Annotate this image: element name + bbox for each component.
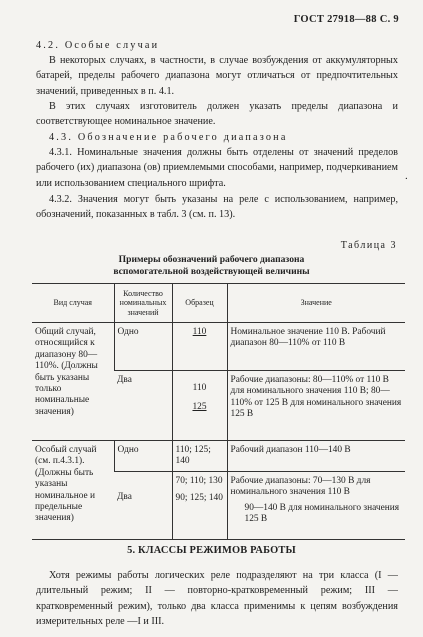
page-header: ГОСТ 27918—88 С. 9	[293, 14, 399, 25]
section-4-3-title-text: 4.3. Обозначение рабочего диапазона	[49, 132, 288, 143]
cell-value: Рабочий диапазон 110—140 В	[227, 441, 405, 472]
table-caption-line-1: Примеры обозначений рабочего диапазона	[118, 254, 305, 265]
cell-count: Два	[114, 371, 172, 441]
header-count: Количество номинальных значений	[114, 284, 172, 323]
table-caption-line-2: вспомогательной воздействующей величины	[113, 266, 310, 277]
section-5-paragraph: Хотя режимы работы логических реле подразделяют на три класса (I — длительный режим; II — повторно-кратковременный режим; III — кратковременный режим), только два класса применимы к цепям возбуждения измерительных реле —I и III.	[36, 570, 398, 628]
header-case: Вид случая	[32, 284, 114, 323]
cell-sample: 110; 125; 140	[172, 441, 227, 472]
cell-count: Два	[114, 471, 172, 539]
cell-value: Номинальное значение 110 В. Рабочий диапазон 80—110% от 110 В	[227, 323, 405, 371]
section-4-2-paragraph-2: В этих случаях изготовитель должен указать пределы диапазона и соответствующее номинальное значение.	[36, 101, 398, 128]
section-4-3-1-paragraph: 4.3.1. Номинальные значения должны быть отделены от значений пределов рабочего (их) диапазона (ов) приемлемыми способами, например, подчеркиванием или использованием специального шрифта.	[36, 147, 398, 189]
cell-case: Особый случай (см. п.4.3.1). (Должны быть указаны номинальное и предельные значения)	[32, 441, 114, 540]
cell-case: Общий случай, относящийся к диапазону 80—110%. (Должны быть указаны только номинальные значения)	[32, 323, 114, 441]
cell-sample	[172, 471, 227, 539]
table-row	[32, 323, 405, 371]
header-value: Значение	[227, 284, 405, 323]
header-sample: Образец	[172, 284, 227, 323]
table-row	[32, 441, 405, 472]
cell-value: Рабочие диапазоны: 80—110% от 110 В для номинального значения 110 В; 80—110% от 125 В для номинального значения 125 В	[227, 371, 405, 441]
section-4-3-2-paragraph: 4.3.2. Значения могут быть указаны на реле с использованием, например, обозначений, показанных в табл. 3 (см. п. 13).	[36, 194, 398, 221]
sample-value: 70; 110; 130	[175, 475, 223, 486]
sample-value-2: 90; 125; 140	[175, 493, 223, 504]
designation-table	[32, 283, 405, 540]
sample-value-2: 125	[192, 402, 207, 412]
sample-value: 110	[192, 383, 207, 393]
cell-value	[227, 471, 405, 539]
value-line-2: 90—140 В для номинального значения 125 В	[244, 502, 400, 525]
cell-sample	[172, 323, 227, 371]
section-5-title: 5. КЛАССЫ РЕЖИМОВ РАБОТЫ	[127, 545, 296, 556]
sample-value: 110	[192, 327, 207, 337]
value-line-1: Рабочие диапазоны: 70—130 В для номинального значения 110 В	[230, 475, 371, 498]
cell-count: Одно	[114, 441, 172, 472]
section-4-3-title	[36, 130, 398, 145]
cell-sample	[172, 371, 227, 441]
section-4-2-paragraph-1: В некоторых случаях, в частности, в случае возбуждения от аккумуляторных батарей, пределы рабочего диапазона могут отличаться от предпочтительных значений, приведенных в п. 4.1.	[36, 55, 398, 97]
section-4-2-title: 4.2. Особые случаи	[36, 40, 160, 51]
table-header-row	[32, 284, 405, 323]
cell-count: Одно	[114, 323, 172, 371]
table-label: Таблица 3	[340, 240, 397, 251]
margin-mark: .	[405, 170, 408, 182]
